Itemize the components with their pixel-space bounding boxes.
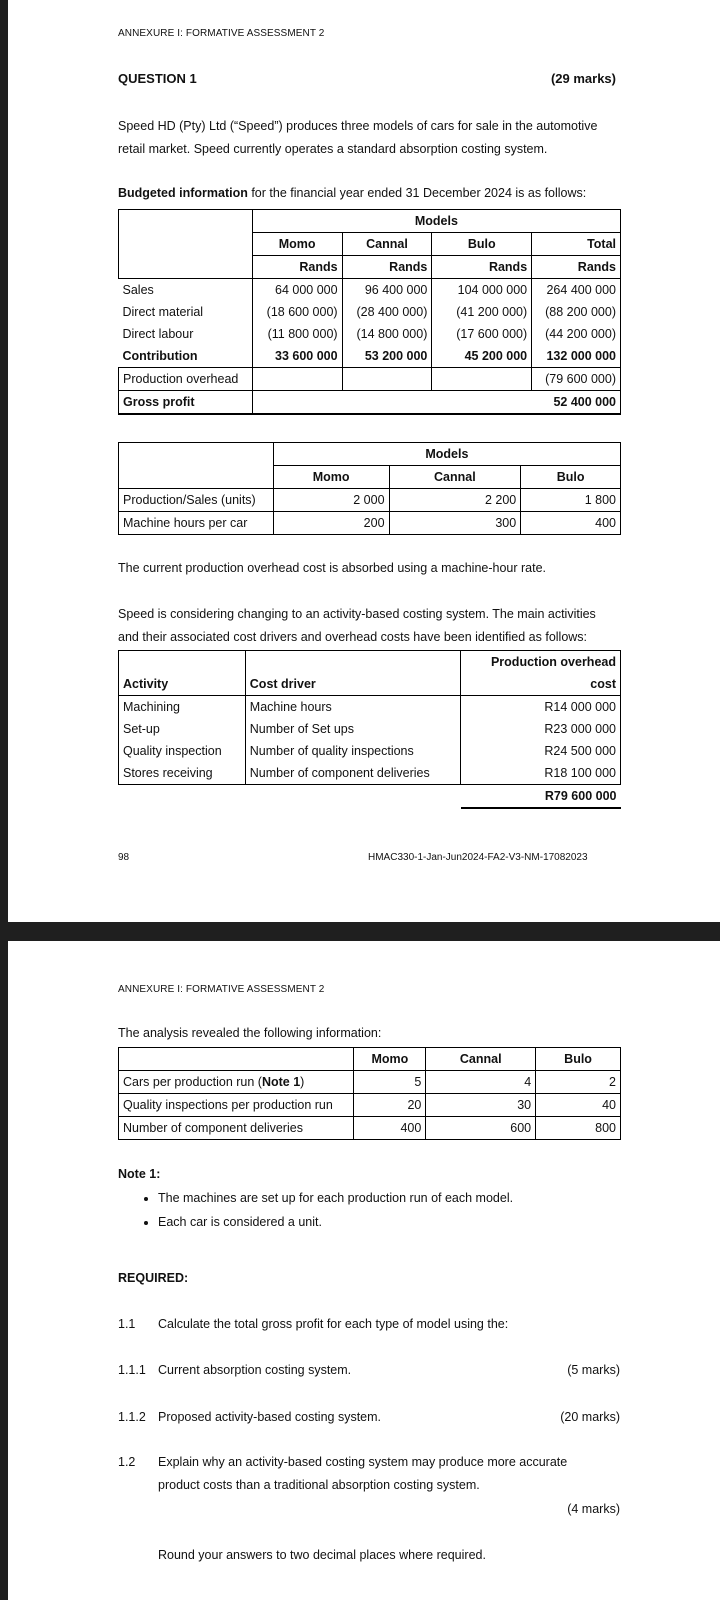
cell-value — [252, 391, 342, 415]
cell-value: (14 800 000) — [342, 323, 432, 345]
driver-cell: Number of component deliveries — [245, 762, 461, 785]
cell-value: 400 — [521, 512, 621, 535]
cell-value: 30 — [426, 1094, 536, 1117]
cell-value — [432, 391, 532, 415]
cell-value: 5 — [354, 1071, 426, 1094]
question-text: Calculate the total gross profit for each type of model using the: — [158, 1317, 509, 1331]
cell-value: (44 200 000) — [532, 323, 621, 345]
question-number: 1.1.2 — [118, 1410, 146, 1424]
cell-value: 52 400 000 — [532, 391, 621, 415]
activity-cell: Machining — [119, 696, 246, 719]
intro-line: retail market. Speed currently operates a standard absorption costing system. — [118, 142, 548, 156]
col-header-momo: Momo — [354, 1048, 426, 1071]
question-title: QUESTION 1 — [118, 71, 197, 86]
rounding-instruction: Round your answers to two decimal places where required. — [158, 1548, 486, 1562]
document-page-1 — [8, 0, 720, 922]
activity-cell: Quality inspection — [119, 740, 246, 762]
question-number: 1.1 — [118, 1317, 136, 1331]
question-marks: (29 marks) — [550, 71, 616, 86]
analysis-table — [118, 1047, 621, 1140]
col-header-cannal: Cannal — [389, 466, 521, 489]
empty-cell — [119, 256, 253, 279]
col-header-cannal: Cannal — [426, 1048, 536, 1071]
note-title: Note 1: — [118, 1167, 161, 1181]
cell-value — [252, 368, 342, 391]
table-row — [119, 323, 621, 345]
abc-line: Speed is considering changing to an activity-based costing system. The main activities — [118, 607, 596, 621]
cost-cell: R23 000 000 — [461, 718, 621, 740]
units-bulo: Rands — [432, 256, 532, 279]
cell-value: 20 — [354, 1094, 426, 1117]
cell-value: 400 — [354, 1117, 426, 1140]
row-label: Number of component deliveries — [119, 1117, 354, 1140]
cost-driver-header: Cost driver — [245, 673, 461, 696]
cost-total: R79 600 000 — [461, 785, 621, 809]
cell-value: (79 600 000) — [532, 368, 621, 391]
annexure-heading: ANNEXURE I: FORMATIVE ASSESSMENT 2 — [118, 28, 325, 39]
models-header: Models — [273, 443, 620, 466]
production-table — [118, 442, 621, 535]
document-code: HMAC330-1-Jan-Jun2024-FA2-V3-NM-17082023 — [368, 852, 588, 863]
cell-value: 4 — [426, 1071, 536, 1094]
row-label: Machine hours per car — [119, 512, 274, 535]
cell-value: 104 000 000 — [432, 279, 532, 302]
table-row — [119, 368, 621, 391]
empty-cell — [119, 210, 253, 233]
analysis-text: The analysis revealed the following information: — [118, 1026, 382, 1040]
cell-value: 33 600 000 — [252, 345, 342, 368]
question-text: Proposed activity-based costing system. — [158, 1410, 382, 1424]
budget-caption — [118, 182, 586, 205]
cell-value: (17 600 000) — [432, 323, 532, 345]
cell-value: 264 400 000 — [532, 279, 621, 302]
table-row — [119, 1071, 621, 1094]
question-number: 1.1.1 — [118, 1363, 146, 1377]
budget-caption-rest: for the financial year ended 31 December 2024 is as follows: — [247, 186, 587, 200]
table-row — [119, 301, 621, 323]
cell-value: (88 200 000) — [532, 301, 621, 323]
row-label: Sales — [122, 283, 154, 297]
row-label: Contribution — [122, 349, 198, 363]
activity-header: Activity — [119, 673, 246, 696]
empty-cell — [245, 785, 461, 809]
table-row — [119, 1094, 621, 1117]
driver-cell: Machine hours — [245, 696, 461, 719]
question-line: product costs than a traditional absorption costing system. — [158, 1478, 480, 1492]
absorption-text: The current production overhead cost is absorbed using a machine-hour rate. — [118, 561, 547, 575]
cell-value: (11 800 000) — [252, 323, 342, 345]
table-row — [119, 718, 621, 740]
document-page-2 — [8, 941, 720, 1600]
cell-value: (41 200 000) — [432, 301, 532, 323]
table-row — [119, 489, 621, 512]
table-row — [119, 740, 621, 762]
table-row — [119, 391, 621, 415]
question-line: Explain why an activity-based costing system may produce more accurate — [158, 1455, 568, 1469]
empty-cell — [119, 785, 246, 809]
intro-paragraph — [118, 115, 638, 161]
activity-cell: Set-up — [119, 718, 246, 740]
list-item: • The machines are set up for each production run of each model. — [158, 1186, 638, 1210]
required-heading: REQUIRED: — [118, 1271, 189, 1285]
cell-value — [342, 391, 432, 415]
empty-cell — [119, 651, 246, 674]
abc-line: and their associated cost drivers and overhead costs have been identified as follows: — [118, 630, 588, 644]
cell-value: 2 000 — [273, 489, 389, 512]
cell-value — [342, 368, 432, 391]
abc-paragraph — [118, 603, 638, 649]
question-text: Current absorption costing system. — [158, 1363, 352, 1377]
page-number: 98 — [118, 852, 130, 863]
row-label-post: ) — [300, 1075, 305, 1089]
col-header-momo: Momo — [252, 233, 342, 256]
empty-cell — [119, 233, 253, 256]
question-marks: (20 marks) — [560, 1410, 620, 1424]
table-row — [119, 762, 621, 785]
units-total: Rands — [532, 256, 621, 279]
driver-cell: Number of Set ups — [245, 718, 461, 740]
units-momo: Rands — [252, 256, 342, 279]
row-label: Gross profit — [119, 391, 253, 415]
models-header: Models — [252, 210, 620, 233]
list-item: • Each car is considered a unit. — [158, 1210, 638, 1234]
cell-value: (18 600 000) — [252, 301, 342, 323]
empty-cell — [245, 651, 461, 674]
cost-cell: R24 500 000 — [461, 740, 621, 762]
cell-value: 40 — [536, 1094, 621, 1117]
row-label: Quality inspections per production run — [119, 1094, 354, 1117]
cost-header-line1: Production overhead — [461, 651, 621, 674]
cell-value: 600 — [426, 1117, 536, 1140]
empty-cell — [119, 466, 274, 489]
cell-value: 53 200 000 — [342, 345, 432, 368]
table-row — [119, 512, 621, 535]
table-row — [119, 345, 621, 368]
question-marks: (5 marks) — [567, 1363, 620, 1377]
table-row — [119, 279, 621, 302]
cell-value: 200 — [273, 512, 389, 535]
cost-header-line2: cost — [461, 673, 621, 696]
budget-caption-bold: Budgeted information — [118, 186, 248, 200]
units-cannal: Rands — [342, 256, 432, 279]
row-label: Production overhead — [119, 368, 253, 391]
intro-line: Speed HD (Pty) Ltd (“Speed”) produces three models of cars for sale in the automotive — [118, 119, 598, 133]
col-header-cannal: Cannal — [342, 233, 432, 256]
row-label — [119, 1071, 354, 1094]
budget-table — [118, 209, 621, 415]
col-header-bulo: Bulo — [432, 233, 532, 256]
col-header-bulo: Bulo — [536, 1048, 621, 1071]
cell-value: 64 000 000 — [252, 279, 342, 302]
cell-value: 45 200 000 — [432, 345, 532, 368]
cost-cell: R18 100 000 — [461, 762, 621, 785]
col-header-bulo: Bulo — [521, 466, 621, 489]
cell-value: 800 — [536, 1117, 621, 1140]
cell-value: (28 400 000) — [342, 301, 432, 323]
activity-table — [118, 650, 621, 809]
empty-cell — [119, 1048, 354, 1071]
col-header-momo: Momo — [273, 466, 389, 489]
question-number: 1.2 — [118, 1455, 136, 1469]
note-reference: Note 1 — [261, 1075, 301, 1089]
table-row — [119, 1117, 621, 1140]
cost-cell: R14 000 000 — [461, 696, 621, 719]
cell-value: 1 800 — [521, 489, 621, 512]
row-label-pre: Cars per production run ( — [123, 1075, 262, 1089]
driver-cell: Number of quality inspections — [245, 740, 461, 762]
empty-cell — [119, 443, 274, 466]
cell-value: 2 — [536, 1071, 621, 1094]
activity-cell: Stores receiving — [119, 762, 246, 785]
question-text — [158, 1451, 620, 1497]
row-label: Production/Sales (units) — [119, 489, 274, 512]
row-label: Direct material — [122, 305, 204, 319]
cell-value — [432, 368, 532, 391]
cell-value: 132 000 000 — [532, 345, 621, 368]
annexure-heading: ANNEXURE I: FORMATIVE ASSESSMENT 2 — [118, 984, 325, 995]
cell-value: 300 — [389, 512, 521, 535]
cell-value: 2 200 — [389, 489, 521, 512]
cell-value: 96 400 000 — [342, 279, 432, 302]
row-label: Direct labour — [122, 327, 194, 341]
notes-list — [118, 1186, 638, 1234]
table-row — [119, 696, 621, 719]
question-marks: (4 marks) — [567, 1502, 620, 1516]
col-header-total: Total — [532, 233, 621, 256]
